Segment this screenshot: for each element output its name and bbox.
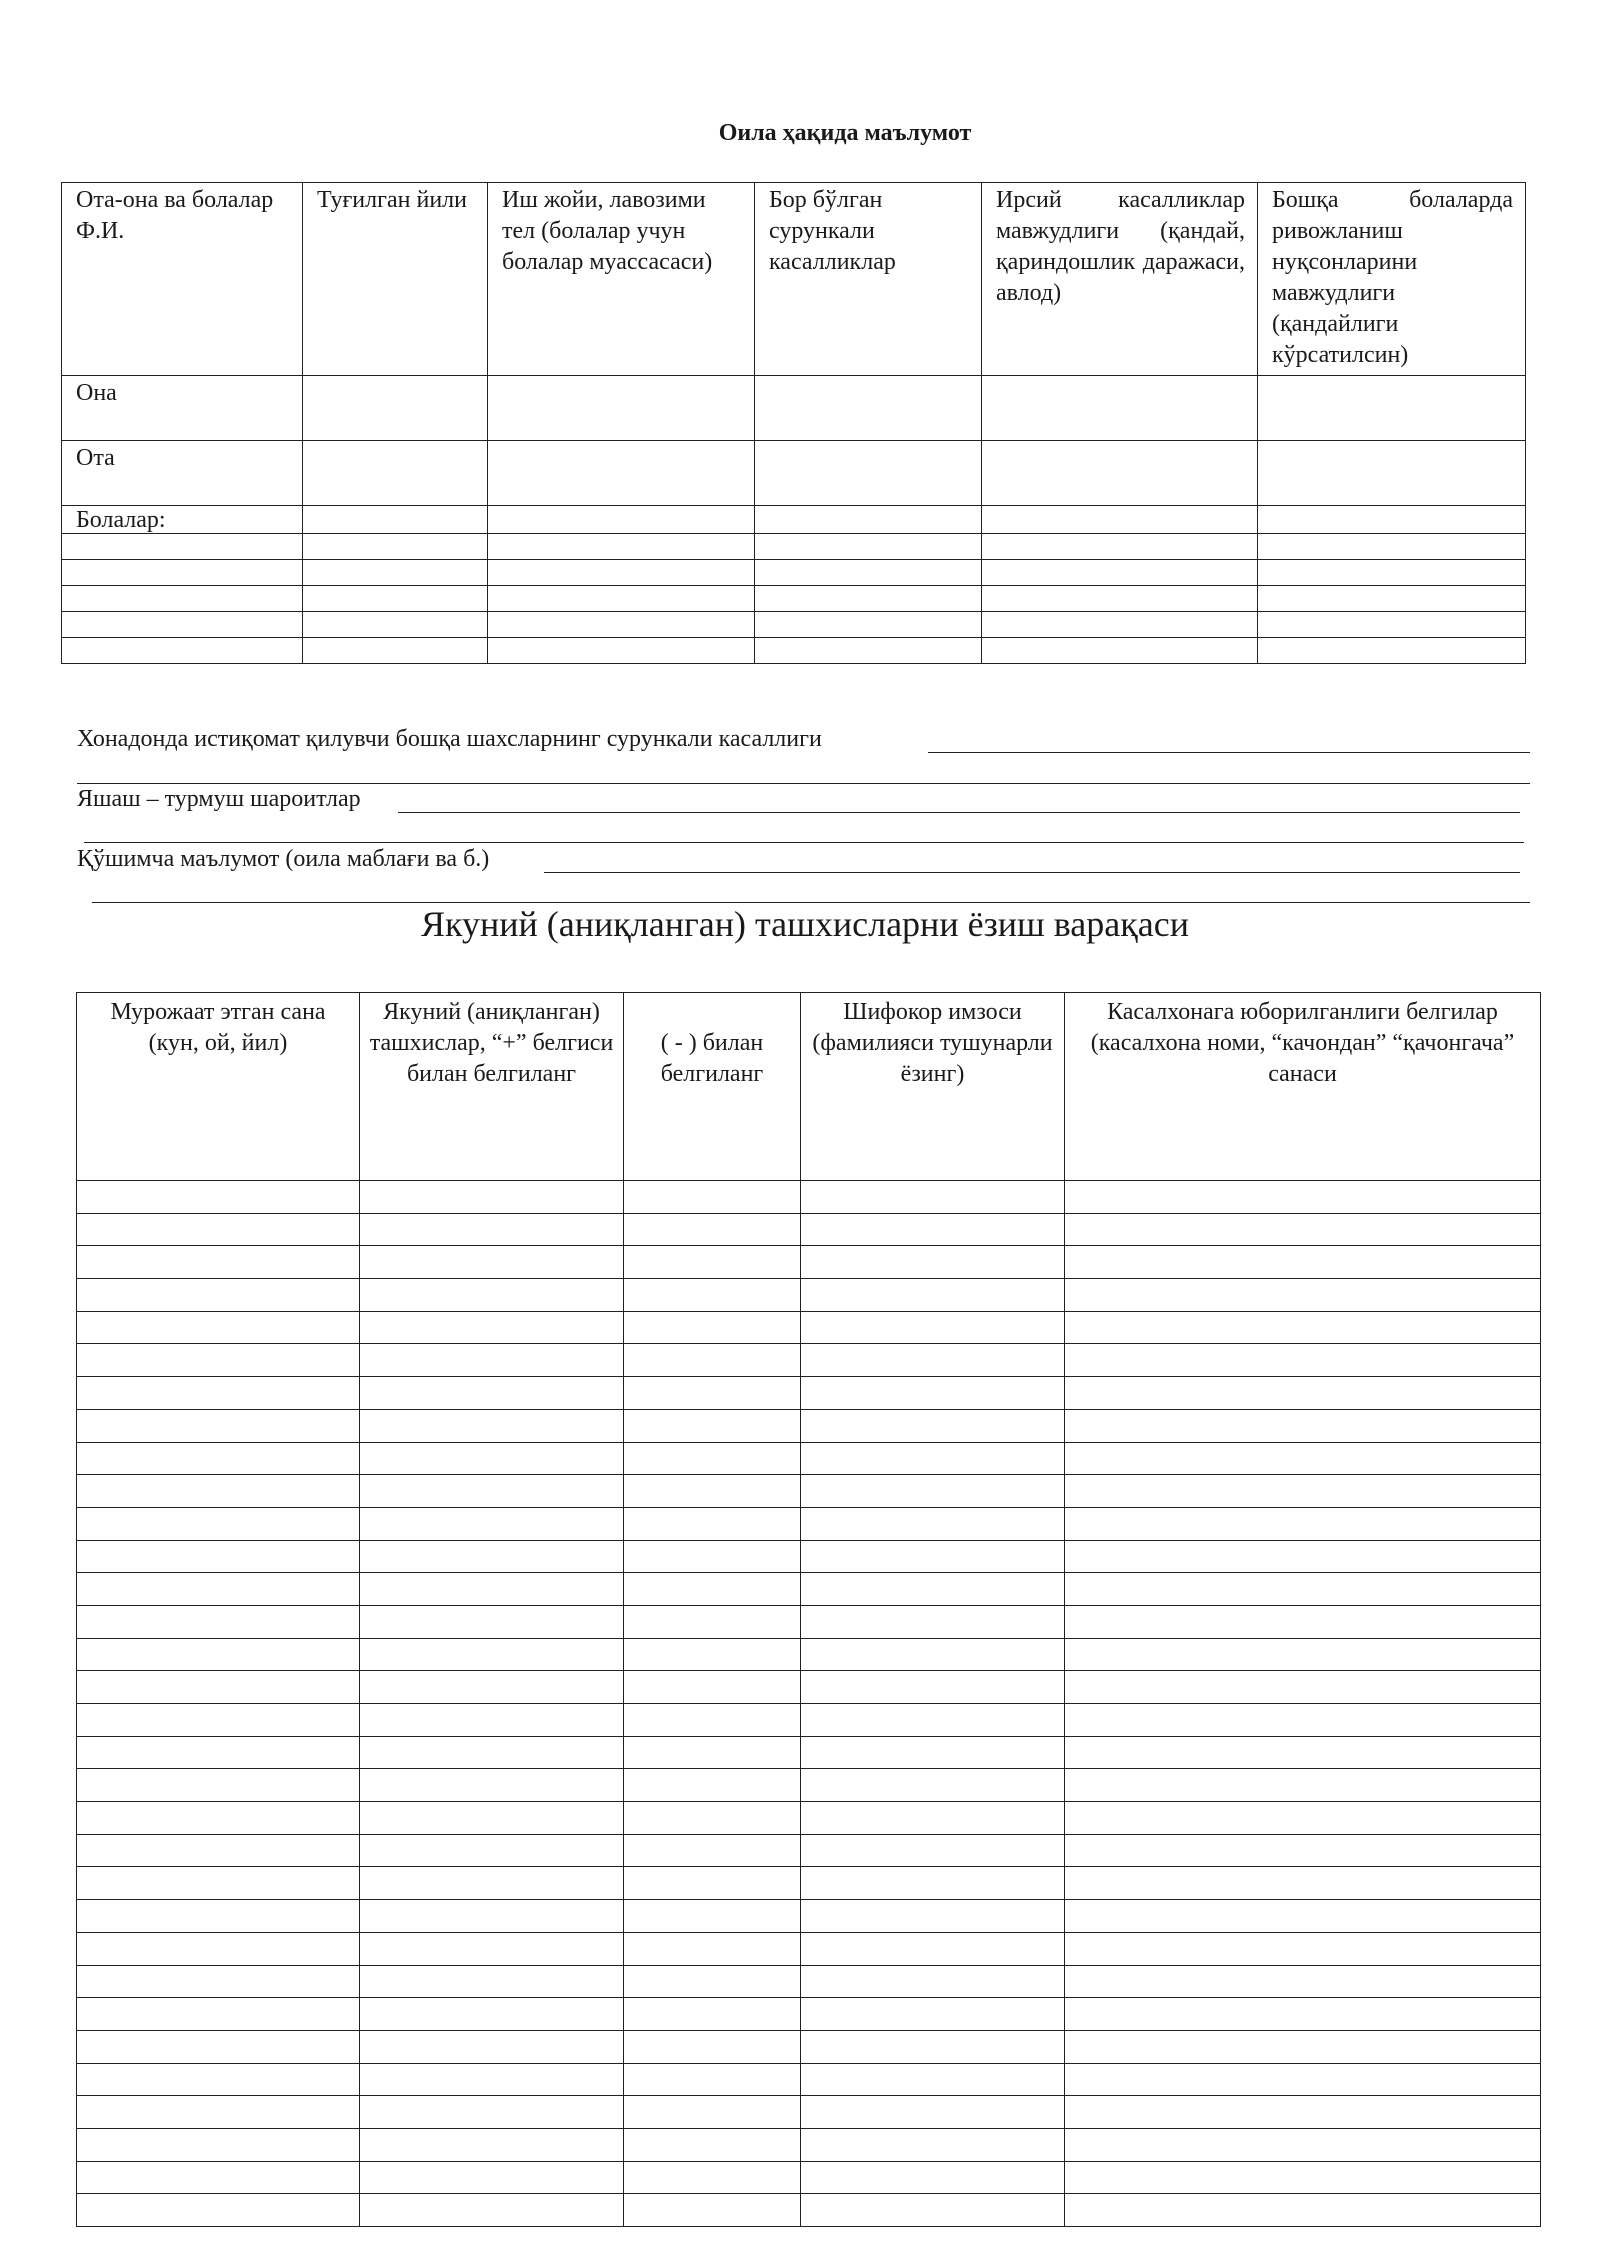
- table-cell[interactable]: [801, 1475, 1065, 1508]
- table-cell[interactable]: [488, 506, 755, 534]
- table-cell[interactable]: [1065, 2096, 1541, 2129]
- table-cell[interactable]: [77, 1605, 360, 1638]
- table-cell[interactable]: [624, 1932, 801, 1965]
- table-cell[interactable]: [77, 2161, 360, 2194]
- table-cell[interactable]: [77, 1704, 360, 1737]
- table-cell[interactable]: [1258, 376, 1526, 441]
- table-cell[interactable]: [801, 1213, 1065, 1246]
- table-cell[interactable]: [801, 1834, 1065, 1867]
- table-cell[interactable]: [801, 1867, 1065, 1900]
- table-cell[interactable]: [982, 534, 1258, 560]
- table-cell[interactable]: [360, 1671, 624, 1704]
- table-cell[interactable]: [801, 1573, 1065, 1606]
- table-cell[interactable]: [77, 2194, 360, 2227]
- table-cell[interactable]: [360, 1704, 624, 1737]
- table-cell[interactable]: [624, 1671, 801, 1704]
- table-cell[interactable]: [303, 560, 488, 586]
- table-row: [77, 2063, 1541, 2096]
- table-cell[interactable]: [1065, 1769, 1541, 1802]
- table-row: [77, 1507, 1541, 1540]
- table-row: [77, 1181, 1541, 1214]
- final-diagnosis-table: [76, 992, 1541, 2227]
- household-illness-field-line2[interactable]: [77, 783, 1530, 784]
- table-row: [77, 1213, 1541, 1246]
- table-row: [77, 1377, 1541, 1410]
- table-cell[interactable]: [982, 586, 1258, 612]
- table-cell[interactable]: [1065, 2063, 1541, 2096]
- table-cell[interactable]: [1065, 1573, 1541, 1606]
- table-cell[interactable]: [360, 1344, 624, 1377]
- child-row: [62, 612, 1526, 638]
- table-cell[interactable]: [624, 1507, 801, 1540]
- table-row: [77, 1932, 1541, 1965]
- table-cell[interactable]: [1065, 1246, 1541, 1279]
- table-cell[interactable]: [62, 586, 303, 612]
- final-diagnosis-title: Якуний (аниқланган) ташхисларни ёзиш варақаси: [421, 904, 1189, 944]
- table-cell[interactable]: [360, 1802, 624, 1835]
- table-cell[interactable]: [77, 1998, 360, 2031]
- table-cell[interactable]: [1065, 1671, 1541, 1704]
- table-cell[interactable]: [624, 1344, 801, 1377]
- table-row: [77, 1834, 1541, 1867]
- mother-label: Она: [62, 376, 303, 441]
- diagnosis-table-body: [77, 1181, 1541, 2227]
- table-cell[interactable]: [801, 1442, 1065, 1475]
- table-cell[interactable]: [77, 1442, 360, 1475]
- table-cell[interactable]: [77, 1965, 360, 1998]
- additional-info-label: Қўшимча маълумот (оила маблағи ва б.): [77, 846, 490, 872]
- table-cell[interactable]: [801, 1246, 1065, 1279]
- table-cell[interactable]: [360, 1409, 624, 1442]
- table-cell[interactable]: [1065, 2161, 1541, 2194]
- table-cell[interactable]: [1065, 1638, 1541, 1671]
- table-cell[interactable]: [62, 534, 303, 560]
- table-cell[interactable]: [360, 2063, 624, 2096]
- table-cell[interactable]: [1065, 1475, 1541, 1508]
- table-cell[interactable]: [982, 560, 1258, 586]
- table-cell[interactable]: [1065, 1213, 1541, 1246]
- table-cell[interactable]: [303, 612, 488, 638]
- table-cell[interactable]: [1065, 1834, 1541, 1867]
- table-cell[interactable]: [360, 1246, 624, 1279]
- table-cell[interactable]: [624, 1802, 801, 1835]
- table-cell[interactable]: [360, 1540, 624, 1573]
- table-cell[interactable]: [624, 1409, 801, 1442]
- table-cell[interactable]: [982, 441, 1258, 506]
- table-cell[interactable]: [360, 2194, 624, 2227]
- table-cell[interactable]: [360, 1932, 624, 1965]
- header-chronic-diseases: Бор бўлган сурункали касалликлар: [755, 183, 982, 376]
- table-row: [77, 2128, 1541, 2161]
- table-cell[interactable]: [1258, 586, 1526, 612]
- table-cell[interactable]: [360, 2096, 624, 2129]
- table-cell[interactable]: [624, 1965, 801, 1998]
- table-cell[interactable]: [360, 1311, 624, 1344]
- living-conditions-field[interactable]: [398, 812, 1520, 813]
- table-row: [77, 2096, 1541, 2129]
- family-info-table: [61, 182, 1526, 664]
- table-cell[interactable]: [360, 1442, 624, 1475]
- table-cell[interactable]: [77, 1311, 360, 1344]
- table-cell[interactable]: [1065, 1867, 1541, 1900]
- table-cell[interactable]: [77, 1475, 360, 1508]
- table-cell[interactable]: [77, 2063, 360, 2096]
- family-header-row: [62, 183, 1526, 376]
- header-birth-year: Туғилган йили: [303, 183, 488, 376]
- table-cell[interactable]: [1065, 2030, 1541, 2063]
- table-cell[interactable]: [801, 2096, 1065, 2129]
- table-row: [77, 1704, 1541, 1737]
- table-cell[interactable]: [624, 1736, 801, 1769]
- table-row: [77, 2161, 1541, 2194]
- table-row: [77, 2194, 1541, 2227]
- table-row: [77, 1769, 1541, 1802]
- table-cell[interactable]: [801, 1802, 1065, 1835]
- table-cell[interactable]: [624, 1998, 801, 2031]
- mother-row: [62, 376, 1526, 441]
- table-row: [77, 1344, 1541, 1377]
- table-cell[interactable]: [801, 1736, 1065, 1769]
- table-cell[interactable]: [1065, 1736, 1541, 1769]
- table-cell[interactable]: [360, 1377, 624, 1410]
- table-cell[interactable]: [77, 1507, 360, 1540]
- table-row: [77, 1311, 1541, 1344]
- table-cell[interactable]: [624, 1540, 801, 1573]
- table-cell[interactable]: [624, 1573, 801, 1606]
- table-row: [77, 1671, 1541, 1704]
- table-cell[interactable]: [755, 586, 982, 612]
- table-cell[interactable]: [1065, 1311, 1541, 1344]
- table-cell[interactable]: [360, 2030, 624, 2063]
- table-cell[interactable]: [801, 1638, 1065, 1671]
- header-workplace: Иш жойи, лавозими тел (болалар учун болалар муассасаси): [488, 183, 755, 376]
- table-cell[interactable]: [488, 534, 755, 560]
- header-developmental-defects: Бошқа болаларда ривожланиш нуқсонларини мавжудлиги (қандайлиги кўрсатилсин): [1258, 183, 1526, 376]
- table-cell[interactable]: [488, 612, 755, 638]
- table-cell[interactable]: [801, 2128, 1065, 2161]
- table-cell[interactable]: [488, 560, 755, 586]
- table-cell[interactable]: [1065, 1279, 1541, 1312]
- table-cell[interactable]: [1065, 1900, 1541, 1933]
- table-cell[interactable]: [755, 506, 982, 534]
- family-info-title: Оила ҳақида маълумот: [718, 120, 972, 146]
- table-cell[interactable]: [303, 376, 488, 441]
- table-cell[interactable]: [1065, 1802, 1541, 1835]
- table-cell[interactable]: [801, 2063, 1065, 2096]
- table-cell[interactable]: [77, 1834, 360, 1867]
- table-cell[interactable]: [624, 1834, 801, 1867]
- header-minus-mark: ( - ) билан белгиланг: [624, 993, 801, 1181]
- table-cell[interactable]: [801, 1671, 1065, 1704]
- table-row: [77, 1279, 1541, 1312]
- table-cell[interactable]: [801, 2161, 1065, 2194]
- table-cell[interactable]: [801, 1769, 1065, 1802]
- table-cell[interactable]: [755, 560, 982, 586]
- children-label: Болалар:: [62, 506, 303, 534]
- table-cell[interactable]: [488, 441, 755, 506]
- diagnosis-header-row: [77, 993, 1541, 1181]
- table-cell[interactable]: [77, 1769, 360, 1802]
- table-cell[interactable]: [624, 1279, 801, 1312]
- table-cell[interactable]: [624, 2063, 801, 2096]
- table-row: [77, 1409, 1541, 1442]
- table-cell[interactable]: [360, 2161, 624, 2194]
- table-cell[interactable]: [360, 2128, 624, 2161]
- table-cell[interactable]: [755, 612, 982, 638]
- table-cell[interactable]: [755, 534, 982, 560]
- table-cell[interactable]: [360, 1605, 624, 1638]
- header-visit-date: Мурожаат этган сана (кун, ой, йил): [77, 993, 360, 1181]
- table-cell[interactable]: [77, 1638, 360, 1671]
- table-cell[interactable]: [77, 1573, 360, 1606]
- table-cell[interactable]: [77, 1900, 360, 1933]
- table-cell[interactable]: [77, 1246, 360, 1279]
- additional-info-field[interactable]: [544, 872, 1520, 873]
- table-cell[interactable]: [801, 1998, 1065, 2031]
- table-cell[interactable]: [1258, 506, 1526, 534]
- table-cell[interactable]: [1258, 560, 1526, 586]
- table-cell[interactable]: [801, 2194, 1065, 2227]
- table-cell[interactable]: [360, 1638, 624, 1671]
- table-cell[interactable]: [1258, 534, 1526, 560]
- table-cell[interactable]: [62, 638, 303, 664]
- table-cell[interactable]: [801, 1704, 1065, 1737]
- table-row: [77, 1736, 1541, 1769]
- table-cell[interactable]: [77, 1671, 360, 1704]
- table-cell[interactable]: [801, 1605, 1065, 1638]
- table-cell[interactable]: [77, 2096, 360, 2129]
- table-cell[interactable]: [77, 1540, 360, 1573]
- table-cell[interactable]: [360, 1736, 624, 1769]
- table-cell[interactable]: [982, 612, 1258, 638]
- table-cell[interactable]: [624, 1605, 801, 1638]
- table-cell[interactable]: [488, 376, 755, 441]
- table-cell[interactable]: [1065, 1409, 1541, 1442]
- table-row: [77, 1246, 1541, 1279]
- table-cell[interactable]: [360, 1769, 624, 1802]
- table-cell[interactable]: [488, 586, 755, 612]
- table-cell[interactable]: [303, 506, 488, 534]
- table-cell[interactable]: [360, 1867, 624, 1900]
- table-cell[interactable]: [624, 1900, 801, 1933]
- table-cell[interactable]: [360, 1181, 624, 1214]
- table-row: [77, 1475, 1541, 1508]
- table-cell[interactable]: [77, 1213, 360, 1246]
- table-cell[interactable]: [755, 441, 982, 506]
- table-cell[interactable]: [801, 2030, 1065, 2063]
- table-cell[interactable]: [62, 612, 303, 638]
- table-cell[interactable]: [1065, 1965, 1541, 1998]
- table-cell[interactable]: [1065, 1704, 1541, 1737]
- table-cell[interactable]: [77, 1736, 360, 1769]
- table-cell[interactable]: [801, 1409, 1065, 1442]
- table-cell[interactable]: [1065, 1998, 1541, 2031]
- table-cell[interactable]: [1258, 612, 1526, 638]
- table-cell[interactable]: [624, 2161, 801, 2194]
- table-cell[interactable]: [1065, 1344, 1541, 1377]
- child-row: [62, 534, 1526, 560]
- table-cell[interactable]: [360, 1279, 624, 1312]
- table-cell[interactable]: [62, 560, 303, 586]
- children-row: [62, 506, 1526, 534]
- table-cell[interactable]: [801, 1507, 1065, 1540]
- table-cell[interactable]: [801, 1181, 1065, 1214]
- table-cell[interactable]: [1065, 2194, 1541, 2227]
- table-cell[interactable]: [624, 2030, 801, 2063]
- header-name: Ота-она ва болалар Ф.И.: [62, 183, 303, 376]
- table-row: [77, 1867, 1541, 1900]
- table-cell[interactable]: [624, 1704, 801, 1737]
- table-cell[interactable]: [801, 1279, 1065, 1312]
- table-row: [77, 1638, 1541, 1671]
- table-cell[interactable]: [624, 1246, 801, 1279]
- child-row: [62, 638, 1526, 664]
- table-cell[interactable]: [77, 1867, 360, 1900]
- household-illness-field[interactable]: [928, 752, 1530, 753]
- table-cell[interactable]: [488, 638, 755, 664]
- table-cell[interactable]: [360, 1965, 624, 1998]
- table-row: [77, 1900, 1541, 1933]
- table-cell[interactable]: [303, 586, 488, 612]
- table-cell[interactable]: [360, 1998, 624, 2031]
- table-cell[interactable]: [624, 1181, 801, 1214]
- header-final-diagnosis: Якуний (аниқланган) ташхислар, “+” белгиси билан белгиланг: [360, 993, 624, 1181]
- table-cell[interactable]: [77, 1344, 360, 1377]
- table-cell[interactable]: [1065, 1377, 1541, 1410]
- table-cell[interactable]: [77, 1409, 360, 1442]
- table-cell[interactable]: [801, 1900, 1065, 1933]
- household-illness-label: Хонадонда истиқомат қилувчи бошқа шахсларнинг сурункали касаллиги: [77, 726, 822, 752]
- table-row: [77, 1998, 1541, 2031]
- table-cell[interactable]: [360, 1507, 624, 1540]
- table-cell[interactable]: [77, 2030, 360, 2063]
- header-hospital-referral: Касалхонага юборилганлиги белгилар (касалхона номи, “качондан” “қачонгача” санаси: [1065, 993, 1541, 1181]
- table-cell[interactable]: [360, 1213, 624, 1246]
- table-cell[interactable]: [982, 638, 1258, 664]
- table-cell[interactable]: [982, 506, 1258, 534]
- table-cell[interactable]: [755, 638, 982, 664]
- table-cell[interactable]: [982, 376, 1258, 441]
- table-cell[interactable]: [77, 2128, 360, 2161]
- table-cell[interactable]: [1065, 1442, 1541, 1475]
- table-row: [77, 1540, 1541, 1573]
- living-conditions-label: Яшаш – турмуш шароитлар: [77, 786, 361, 812]
- table-cell[interactable]: [624, 1213, 801, 1246]
- table-row: [77, 2030, 1541, 2063]
- table-cell[interactable]: [360, 1475, 624, 1508]
- header-hereditary-diseases: Ирсий касалликлар мавжудлиги (қандай, қариндошлик даражаси, авлод): [982, 183, 1258, 376]
- table-cell[interactable]: [801, 1344, 1065, 1377]
- table-cell[interactable]: [77, 1377, 360, 1410]
- table-cell[interactable]: [624, 1442, 801, 1475]
- table-cell[interactable]: [1065, 1540, 1541, 1573]
- table-cell[interactable]: [624, 1475, 801, 1508]
- table-cell[interactable]: [801, 1377, 1065, 1410]
- table-cell[interactable]: [77, 1802, 360, 1835]
- table-cell[interactable]: [624, 1638, 801, 1671]
- table-cell[interactable]: [360, 1834, 624, 1867]
- table-cell[interactable]: [755, 376, 982, 441]
- table-cell[interactable]: [1065, 1507, 1541, 1540]
- living-conditions-field-line2[interactable]: [84, 842, 1524, 843]
- table-cell[interactable]: [801, 1311, 1065, 1344]
- table-cell[interactable]: [801, 1932, 1065, 1965]
- father-row: [62, 441, 1526, 506]
- table-cell[interactable]: [624, 2194, 801, 2227]
- table-row: [77, 1605, 1541, 1638]
- table-cell[interactable]: [303, 534, 488, 560]
- table-cell[interactable]: [801, 1540, 1065, 1573]
- table-cell[interactable]: [77, 1181, 360, 1214]
- table-cell[interactable]: [624, 1769, 801, 1802]
- table-cell[interactable]: [1065, 1932, 1541, 1965]
- table-cell[interactable]: [77, 1279, 360, 1312]
- table-cell[interactable]: [360, 1900, 624, 1933]
- table-cell[interactable]: [1065, 1181, 1541, 1214]
- table-cell[interactable]: [303, 441, 488, 506]
- table-cell[interactable]: [624, 1867, 801, 1900]
- father-label: Ота: [62, 441, 303, 506]
- table-row: [77, 1965, 1541, 1998]
- child-row: [62, 586, 1526, 612]
- table-cell[interactable]: [624, 2096, 801, 2129]
- table-cell[interactable]: [1065, 2128, 1541, 2161]
- table-cell[interactable]: [360, 1573, 624, 1606]
- table-cell[interactable]: [303, 638, 488, 664]
- table-cell[interactable]: [1258, 638, 1526, 664]
- table-row: [77, 1442, 1541, 1475]
- table-cell[interactable]: [624, 1377, 801, 1410]
- table-cell[interactable]: [1258, 441, 1526, 506]
- table-row: [77, 1802, 1541, 1835]
- table-cell[interactable]: [801, 1965, 1065, 1998]
- table-cell[interactable]: [1065, 1605, 1541, 1638]
- table-cell[interactable]: [624, 1311, 801, 1344]
- table-row: [77, 1573, 1541, 1606]
- table-cell[interactable]: [624, 2128, 801, 2161]
- header-doctor-signature: Шифокор имзоси (фамилияси тушунарли ёзинг): [801, 993, 1065, 1181]
- table-cell[interactable]: [77, 1932, 360, 1965]
- child-row: [62, 560, 1526, 586]
